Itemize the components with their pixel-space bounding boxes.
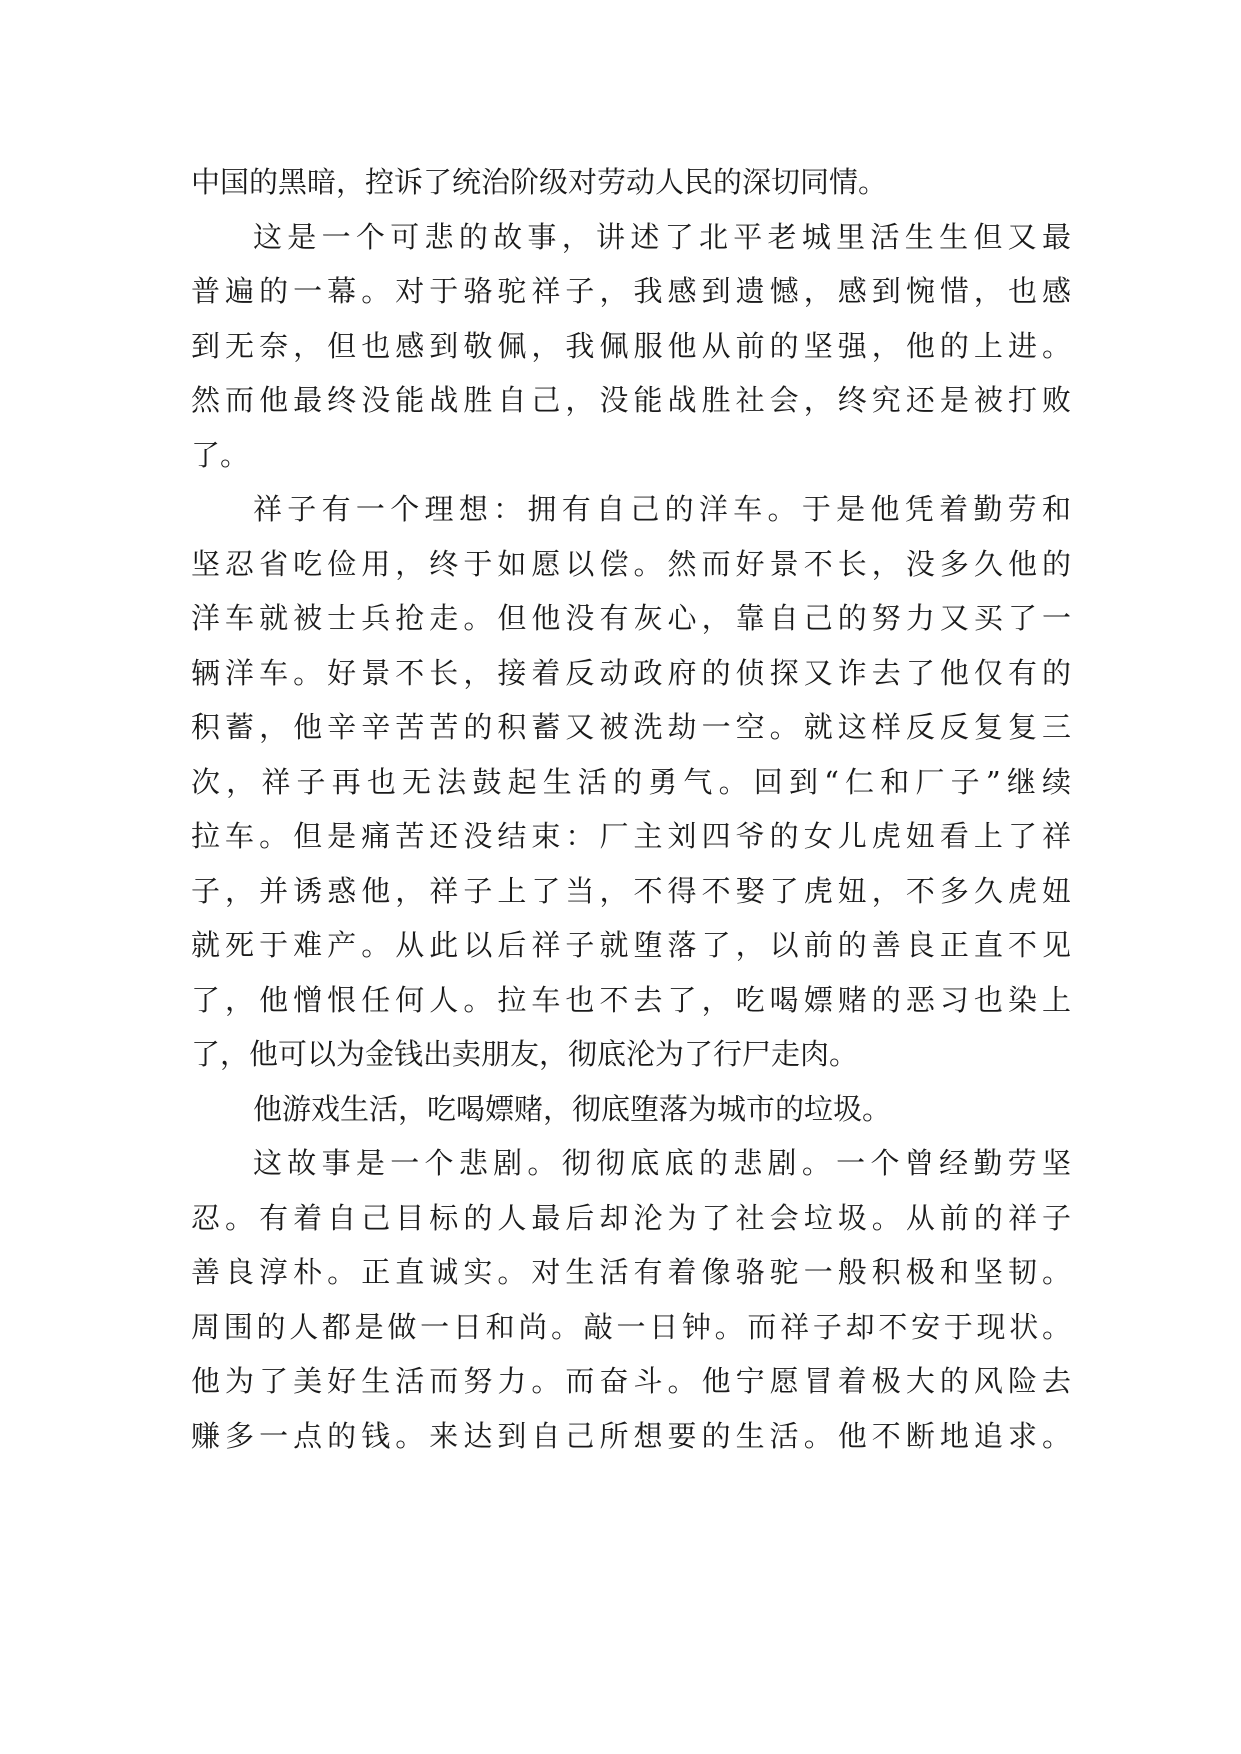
paragraph [191,1082,1071,1137]
text-line: 到无奈，但也感到敬佩，我佩服他从前的坚强，他的上进。 [191,328,1071,363]
text-line: 善良淳朴。正直诚实。对生活有着像骆驼一般积极和坚韧。 [191,1255,1071,1289]
text-line: 周围的人都是做一日和尚。敲一日钟。而祥子却不安于现状。 [191,1309,1071,1344]
paragraph [191,210,1071,483]
paragraph [191,155,1071,210]
body-text [191,155,1071,1463]
text-line: 这是一个可悲的故事，讲述了北平老城里活生生但又最 [253,219,1071,254]
text-line: 然而他最终没能战胜自己，没能战胜社会，终究还是被打败 [191,383,1071,417]
text-line: 拉车。但是痛苦还没结束：厂主刘四爷的女儿虎妞看上了祥 [191,819,1071,853]
paragraph [191,1136,1071,1463]
text-line: 坚忍省吃俭用，终于如愿以偿。然而好景不长，没多久他的 [191,546,1071,581]
text-line: 他游戏生活，吃喝嫖赌，彻底堕落为城市的垃圾。 [253,1091,892,1126]
text-line: 祥子有一个理想：拥有自己的洋车。于是他凭着勤劳和 [253,492,1071,526]
text-line: 了，他可以为金钱出卖朋友，彻底沦为了行尸走肉。 [191,1037,859,1071]
text-line: 了，他憎恨任何人。拉车也不去了，吃喝嫖赌的恶习也染上 [191,982,1071,1017]
text-line: 忍。有着自己目标的人最后却沦为了社会垃圾。从前的祥子 [191,1200,1071,1235]
text-line: 他为了美好生活而努力。而奋斗。他宁愿冒着极大的风险去 [191,1364,1071,1398]
text-line: 子，并诱惑他，祥子上了当，不得不娶了虎妞，不多久虎妞 [191,873,1071,908]
text-line: 普遍的一幕。对于骆驼祥子，我感到遗憾，感到惋惜，也感 [191,274,1071,308]
paragraph [191,482,1071,1082]
text-line: 就死于难产。从此以后祥子就堕落了，以前的善良正直不见 [191,928,1071,962]
text-line: 赚多一点的钱。来达到自己所想要的生活。他不断地追求。 [191,1418,1071,1453]
text-line: 这故事是一个悲剧。彻彻底底的悲剧。一个曾经勤劳坚 [253,1146,1071,1180]
text-line: 中国的黑暗，控诉了统治阶级对劳动人民的深切同情。 [191,165,888,199]
text-line: 了。 [191,437,250,472]
text-line: 次，祥子再也无法鼓起生活的勇气。回到“仁和厂子”继续 [191,764,1071,799]
text-line: 积蓄，他辛辛苦苦的积蓄又被洗劫一空。就这样反反复复三 [191,710,1071,744]
text-line: 洋车就被士兵抢走。但他没有灰心，靠自己的努力又买了一 [191,601,1071,635]
text-line: 辆洋车。好景不长，接着反动政府的侦探又诈去了他仅有的 [191,655,1071,690]
